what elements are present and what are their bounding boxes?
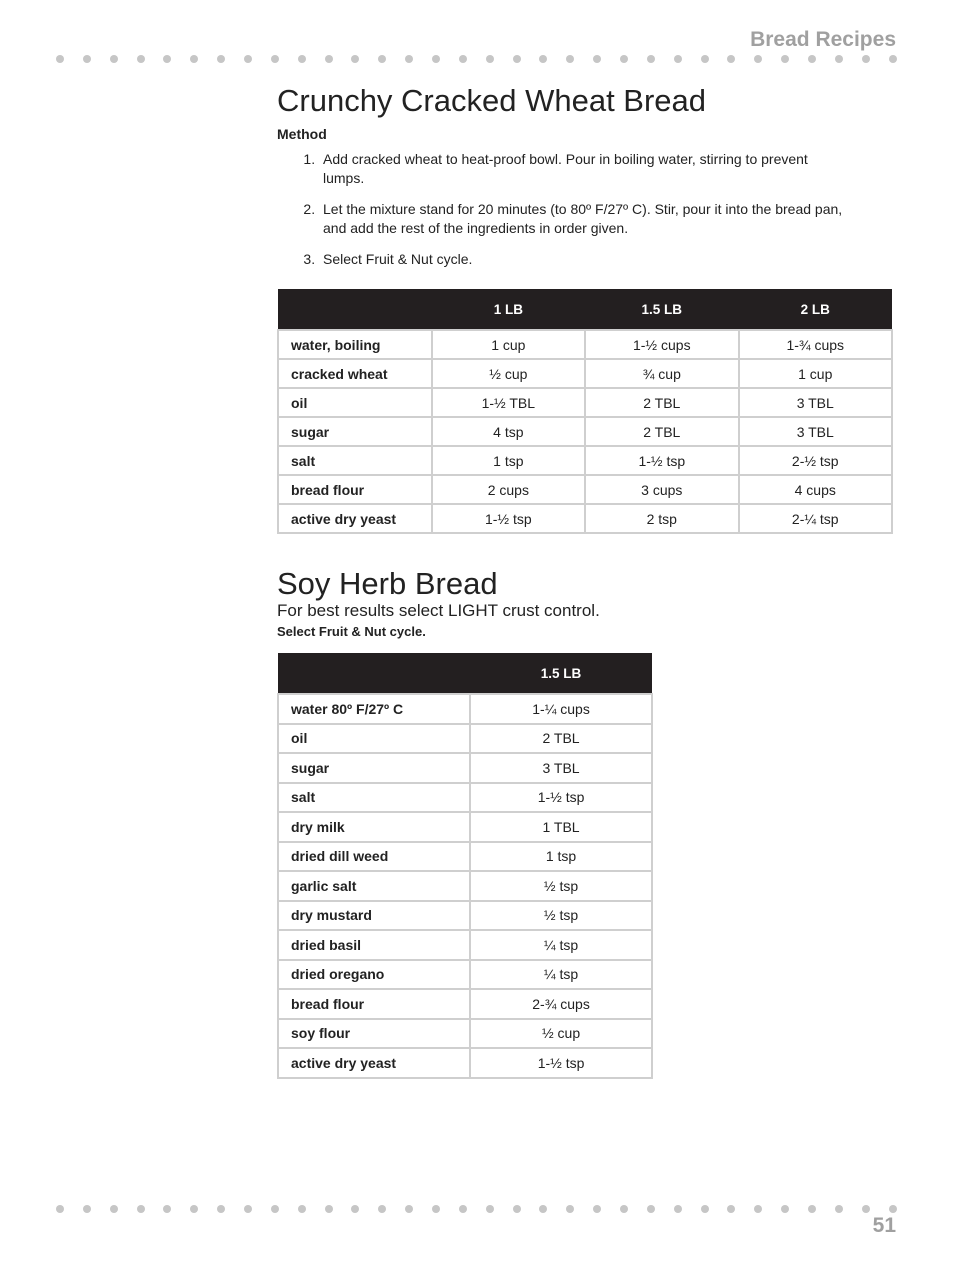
step-number: 2 .: [277, 200, 319, 238]
dot: [137, 55, 145, 63]
ingredient-amount: 3 TBL: [470, 753, 652, 783]
dot: [110, 55, 118, 63]
table-row: [278, 504, 892, 533]
dot: [889, 1205, 897, 1213]
dot: [674, 55, 682, 63]
ingredient-amount: 3 TBL: [739, 388, 892, 417]
dot: [459, 1205, 467, 1213]
dot: [432, 55, 440, 63]
ingredient-amount: 1-½ tsp: [585, 446, 738, 475]
header-ingredient-cell: [278, 653, 470, 694]
table-row: [278, 359, 892, 388]
step-number: 3 .: [277, 250, 319, 269]
ingredient-name: sugar: [278, 417, 432, 446]
table-row: [278, 783, 652, 813]
dot: [781, 1205, 789, 1213]
ingredient-amount: 1-¾ cups: [739, 330, 892, 359]
dot: [593, 1205, 601, 1213]
dot: [539, 1205, 547, 1213]
table-row: [278, 871, 652, 901]
dot: [862, 1205, 870, 1213]
recipe-title-soy-herb: Soy Herb Bread: [277, 566, 498, 601]
table-row: [278, 446, 892, 475]
dot: [325, 55, 333, 63]
crust-note: For best results select LIGHT crust control.: [277, 601, 600, 620]
ingredient-name: dried dill weed: [278, 842, 470, 872]
ingredient-amount: 1 TBL: [470, 812, 652, 842]
table-row: [278, 753, 652, 783]
ingredient-amount: 4 cups: [739, 475, 892, 504]
ingredient-amount: 2 TBL: [585, 388, 738, 417]
dot: [647, 55, 655, 63]
ingredient-amount: 2 TBL: [585, 417, 738, 446]
dot: [781, 55, 789, 63]
ingredient-name: water 80º F/27º C: [278, 694, 470, 724]
ingredient-amount: 1 cup: [432, 330, 585, 359]
ingredient-amount: 1-½ tsp: [432, 504, 585, 533]
ingredient-name: sugar: [278, 753, 470, 783]
ingredients-table-cracked-wheat: [277, 289, 893, 534]
dot: [620, 1205, 628, 1213]
ingredient-name: dry milk: [278, 812, 470, 842]
dot: [808, 1205, 816, 1213]
dot: [405, 55, 413, 63]
dot: [56, 55, 64, 63]
ingredient-amount: 1-½ TBL: [432, 388, 585, 417]
recipe-title-cracked-wheat: Crunchy Cracked Wheat Bread: [277, 83, 707, 118]
ingredient-name: bread flour: [278, 475, 432, 504]
dot: [244, 1205, 252, 1213]
ingredient-name: dried basil: [278, 930, 470, 960]
header-size-cell: 1.5 LB: [585, 289, 738, 330]
dot: [889, 55, 897, 63]
dot: [298, 55, 306, 63]
table-header-row: [278, 289, 892, 330]
ingredient-amount: 1 tsp: [432, 446, 585, 475]
ingredient-amount: ¼ tsp: [470, 930, 652, 960]
page-number: 51: [872, 1214, 896, 1237]
method-step: [277, 250, 847, 269]
dot: [835, 1205, 843, 1213]
dot: [674, 1205, 682, 1213]
ingredient-amount: ½ cup: [470, 1019, 652, 1049]
dot: [56, 1205, 64, 1213]
dot: [835, 55, 843, 63]
table-row: [278, 989, 652, 1019]
ingredient-amount: ¾ cup: [585, 359, 738, 388]
dot: [754, 1205, 762, 1213]
header-size-cell: 1.5 LB: [470, 653, 652, 694]
ingredient-name: water, boiling: [278, 330, 432, 359]
ingredient-name: active dry yeast: [278, 1048, 470, 1078]
ingredient-amount: 2 TBL: [470, 724, 652, 754]
section-header: Bread Recipes: [750, 28, 896, 51]
dot: [486, 1205, 494, 1213]
dot: [83, 1205, 91, 1213]
table-row: [278, 724, 652, 754]
dot: [620, 55, 628, 63]
dot: [271, 1205, 279, 1213]
dot: [271, 55, 279, 63]
ingredient-amount: 1 cup: [739, 359, 892, 388]
method-step: [277, 150, 847, 188]
ingredient-name: dry mustard: [278, 901, 470, 931]
ingredient-amount: 2-¾ cups: [470, 989, 652, 1019]
ingredient-amount: 1 tsp: [470, 842, 652, 872]
ingredient-amount: ¼ tsp: [470, 960, 652, 990]
dot: [727, 55, 735, 63]
ingredient-name: salt: [278, 783, 470, 813]
table-row: [278, 901, 652, 931]
step-number: 1 .: [277, 150, 319, 188]
dot: [163, 1205, 171, 1213]
ingredient-name: garlic salt: [278, 871, 470, 901]
step-text: Select Fruit & Nut cycle.: [323, 251, 473, 267]
dot: [513, 55, 521, 63]
dot: [459, 55, 467, 63]
dot: [647, 1205, 655, 1213]
dot: [351, 55, 359, 63]
ingredient-amount: ½ cup: [432, 359, 585, 388]
table-row: [278, 842, 652, 872]
dot: [701, 55, 709, 63]
dot: [137, 1205, 145, 1213]
dot: [298, 1205, 306, 1213]
dot: [351, 1205, 359, 1213]
header-size-cell: 1 LB: [432, 289, 585, 330]
dot: [754, 55, 762, 63]
dot: [808, 55, 816, 63]
ingredient-name: cracked wheat: [278, 359, 432, 388]
dot: [378, 55, 386, 63]
ingredient-name: oil: [278, 388, 432, 417]
dot: [163, 55, 171, 63]
table-row: [278, 1019, 652, 1049]
table-header-row: [278, 653, 652, 694]
header-size-cell: 2 LB: [739, 289, 892, 330]
ingredient-amount: 1-½ tsp: [470, 783, 652, 813]
ingredient-amount: 3 TBL: [739, 417, 892, 446]
dot: [539, 55, 547, 63]
cycle-note: Select Fruit & Nut cycle.: [277, 624, 426, 639]
dot: [83, 55, 91, 63]
table-row: [278, 812, 652, 842]
dot: [405, 1205, 413, 1213]
dot: [566, 55, 574, 63]
ingredient-amount: 2 tsp: [585, 504, 738, 533]
ingredient-amount: 2 cups: [432, 475, 585, 504]
ingredient-amount: 1-½ cups: [585, 330, 738, 359]
table-row: [278, 388, 892, 417]
table-row: [278, 960, 652, 990]
method-step: [277, 200, 847, 238]
ingredient-amount: 2-½ tsp: [739, 446, 892, 475]
ingredient-amount: ½ tsp: [470, 871, 652, 901]
table-row: [278, 1048, 652, 1078]
ingredient-amount: 2-¼ tsp: [739, 504, 892, 533]
table-row: [278, 475, 892, 504]
ingredient-name: salt: [278, 446, 432, 475]
dot: [862, 55, 870, 63]
table-row: [278, 330, 892, 359]
dot: [432, 1205, 440, 1213]
decorative-dot-rule-bottom: [56, 1204, 897, 1214]
dot: [727, 1205, 735, 1213]
step-text: Let the mixture stand for 20 minutes (to 80º F/27º C). Stir, pour it into the bread pan, and add the rest of the ingredients in order given.: [323, 201, 843, 236]
ingredient-amount: 1-¼ cups: [470, 694, 652, 724]
ingredient-amount: 4 tsp: [432, 417, 585, 446]
dot: [325, 1205, 333, 1213]
ingredients-table-soy-herb: [277, 653, 653, 1079]
ingredient-name: active dry yeast: [278, 504, 432, 533]
ingredient-name: soy flour: [278, 1019, 470, 1049]
ingredient-amount: ½ tsp: [470, 901, 652, 931]
dot: [593, 55, 601, 63]
ingredient-amount: 1-½ tsp: [470, 1048, 652, 1078]
table-row: [278, 417, 892, 446]
dot: [701, 1205, 709, 1213]
dot: [244, 55, 252, 63]
dot: [566, 1205, 574, 1213]
table-row: [278, 930, 652, 960]
table-row: [278, 694, 652, 724]
ingredient-amount: 3 cups: [585, 475, 738, 504]
dot: [217, 55, 225, 63]
dot: [486, 55, 494, 63]
decorative-dot-rule-top: [56, 54, 897, 64]
dot: [190, 1205, 198, 1213]
ingredient-name: oil: [278, 724, 470, 754]
dot: [513, 1205, 521, 1213]
method-heading: Method: [277, 126, 327, 142]
dot: [190, 55, 198, 63]
step-text: Add cracked wheat to heat-proof bowl. Pour in boiling water, stirring to prevent lumps.: [323, 151, 808, 186]
dot: [217, 1205, 225, 1213]
dot: [110, 1205, 118, 1213]
ingredient-name: bread flour: [278, 989, 470, 1019]
header-ingredient-cell: [278, 289, 432, 330]
ingredient-name: dried oregano: [278, 960, 470, 990]
method-steps: [277, 150, 847, 281]
dot: [378, 1205, 386, 1213]
